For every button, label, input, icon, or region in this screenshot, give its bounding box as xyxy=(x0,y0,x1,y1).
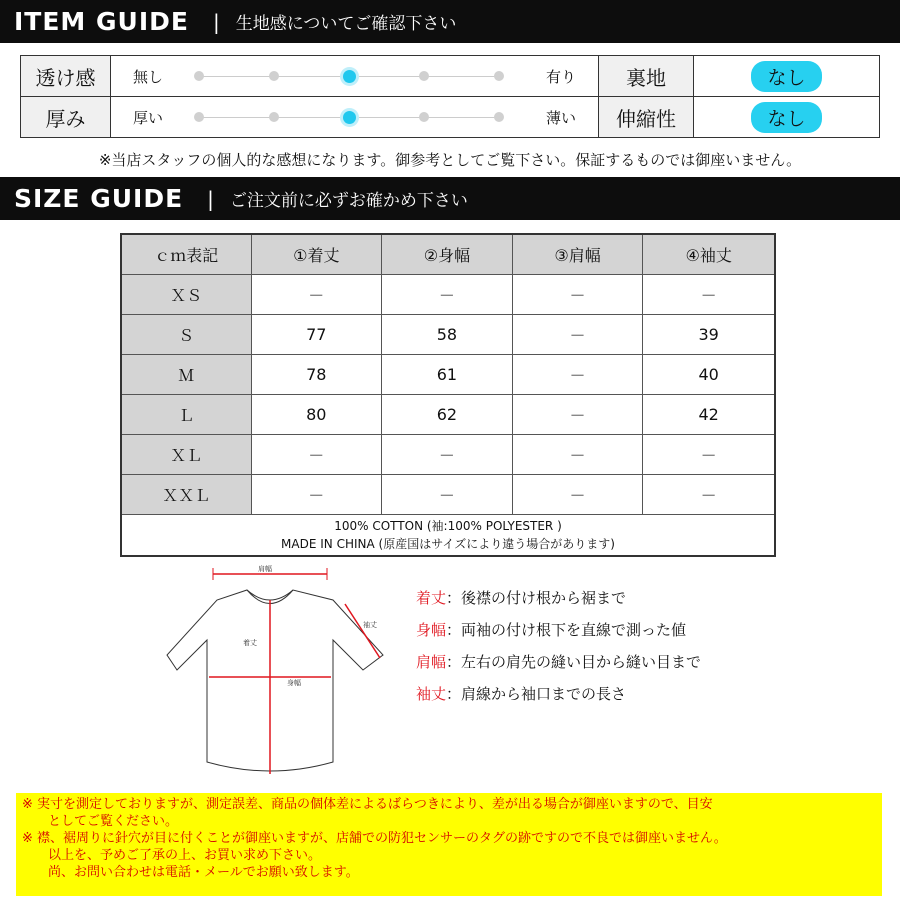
stretch-value-cell xyxy=(694,97,880,138)
cell: － xyxy=(643,474,775,514)
header-cell: ｃｍ表記 xyxy=(121,234,251,274)
scale-left-label: 厚い xyxy=(133,109,164,127)
origin-text: MADE IN CHINA (原産国はサイズにより違う場合があります) xyxy=(281,536,615,551)
material-cell xyxy=(121,514,775,556)
size-label: ＸＬ xyxy=(121,434,251,474)
scale-right-label: 有り xyxy=(545,68,576,86)
stretch-value-badge: なし xyxy=(751,102,821,133)
material-row xyxy=(121,514,775,556)
cell: 77 xyxy=(251,314,382,354)
definition-item xyxy=(416,582,701,614)
definition-key: 肩幅 xyxy=(416,653,447,671)
row-label-2: 裏地 xyxy=(599,56,694,97)
size-label: ＸＸＬ xyxy=(121,474,251,514)
thickness-scale xyxy=(111,97,599,138)
transparency-scale xyxy=(111,56,599,97)
row-label-2: 伸縮性 xyxy=(599,97,694,138)
cell: 58 xyxy=(382,314,513,354)
cell: 40 xyxy=(643,354,775,394)
scale-dot xyxy=(269,71,279,81)
notice-line: ※ 実寸を測定しておりますが、測定誤差、商品の個体差によるばらつきにより、差が出る場合が御座いますので、目安 xyxy=(22,797,713,812)
header-cell: ①着丈 xyxy=(251,234,382,274)
item-guide-separator: | xyxy=(212,9,220,34)
cell: 80 xyxy=(251,394,382,434)
cell: － xyxy=(382,434,513,474)
table-row xyxy=(121,314,775,354)
cell: － xyxy=(251,474,382,514)
scale-dot xyxy=(419,71,429,81)
notice-line: 以上を、予めご了承の上、お買い求め下さい。 xyxy=(48,848,322,863)
cell: 39 xyxy=(643,314,775,354)
cell: － xyxy=(512,314,643,354)
cell: － xyxy=(643,434,775,474)
scale-left-label: 無し xyxy=(133,68,164,86)
row-label: 厚み xyxy=(21,97,111,138)
scale-dot xyxy=(494,71,504,81)
definition-text: ：後襟の付け根から裾まで xyxy=(446,589,627,607)
definition-item xyxy=(416,646,701,678)
cell: － xyxy=(512,354,643,394)
diagram-label-shoulder: 肩幅 xyxy=(258,565,272,573)
cell: 61 xyxy=(382,354,513,394)
cell: 62 xyxy=(382,394,513,434)
item-guide-note: ※当店スタッフの個人的な感想になります。御参考としてご覧下さい。保証するものでは御座いません。 xyxy=(98,151,802,169)
cell: － xyxy=(251,274,382,314)
table-row xyxy=(121,354,775,394)
size-guide-title: SIZE GUIDE xyxy=(14,184,184,213)
cell: － xyxy=(512,394,643,434)
cell: － xyxy=(382,474,513,514)
scale-dot-selected xyxy=(343,70,356,83)
size-guide-separator: | xyxy=(207,186,214,211)
size-table-header xyxy=(121,234,775,274)
table-row xyxy=(121,434,775,474)
tshirt-outline xyxy=(165,562,395,782)
cell: － xyxy=(512,474,643,514)
item-guide-title: ITEM GUIDE xyxy=(14,7,189,36)
scale-dot xyxy=(494,112,504,122)
cell: － xyxy=(512,274,643,314)
scale-dot xyxy=(194,71,204,81)
table-row xyxy=(121,394,775,434)
lining-value-cell xyxy=(694,56,880,97)
diagram-label-sleeve: 袖丈 xyxy=(363,621,377,629)
header-cell: ②身幅 xyxy=(382,234,513,274)
item-guide-table xyxy=(20,55,880,138)
scale-dot xyxy=(194,112,204,122)
cell: － xyxy=(382,274,513,314)
size-guide-banner xyxy=(0,177,900,220)
diagram-label-length: 着丈 xyxy=(243,639,257,647)
material-text: 100% COTTON (袖:100% POLYESTER ) xyxy=(334,518,562,533)
row-label: 透け感 xyxy=(21,56,111,97)
scale-dot-selected xyxy=(343,111,356,124)
definition-text: ：左右の肩先の縫い目から縫い目まで xyxy=(446,653,702,671)
item-guide-banner xyxy=(0,0,900,43)
scale-dot xyxy=(269,112,279,122)
cell: － xyxy=(512,434,643,474)
header-cell: ④袖丈 xyxy=(643,234,775,274)
cell: － xyxy=(643,274,775,314)
definition-key: 着丈 xyxy=(416,589,447,607)
size-label: Ｍ xyxy=(121,354,251,394)
header-cell: ③肩幅 xyxy=(512,234,643,274)
table-row xyxy=(121,274,775,314)
item-guide-row xyxy=(21,97,880,138)
notice-line: ※ 襟、裾周りに針穴が目に付くことが御座いますが、店舗での防犯センサーのタグの跡ですので不良では御座いません。 xyxy=(22,831,727,846)
cell: 42 xyxy=(643,394,775,434)
notice-line: 尚、お問い合わせは電話・メールでお願い致します。 xyxy=(48,865,359,880)
size-label: Ｓ xyxy=(121,314,251,354)
diagram-label-width: 身幅 xyxy=(287,679,301,687)
size-guide-subtitle: ご注文前に必ずお確かめ下さい xyxy=(229,191,468,211)
definition-key: 袖丈 xyxy=(416,685,447,703)
scale-dot xyxy=(419,112,429,122)
item-guide-subtitle: 生地感についてご確認下さい xyxy=(235,14,457,34)
definition-key: 身幅 xyxy=(416,621,447,639)
definition-text: ：両袖の付け根下を直線で測った値 xyxy=(446,621,687,639)
size-label: Ｌ xyxy=(121,394,251,434)
definition-item xyxy=(416,678,701,710)
size-table xyxy=(120,233,776,557)
scale-right-label: 薄い xyxy=(545,109,576,127)
definition-text: ：肩線から袖口までの長さ xyxy=(446,685,627,703)
size-label: ＸＳ xyxy=(121,274,251,314)
notice-box xyxy=(16,793,882,896)
table-row xyxy=(121,474,775,514)
cell: － xyxy=(251,434,382,474)
cell: 78 xyxy=(251,354,382,394)
tshirt-diagram xyxy=(165,562,395,782)
definition-item xyxy=(416,614,701,646)
item-guide-row xyxy=(21,56,880,97)
lining-value-badge: なし xyxy=(751,61,821,92)
notice-line: としてご覧ください。 xyxy=(48,814,179,829)
measurement-definitions xyxy=(416,582,701,710)
